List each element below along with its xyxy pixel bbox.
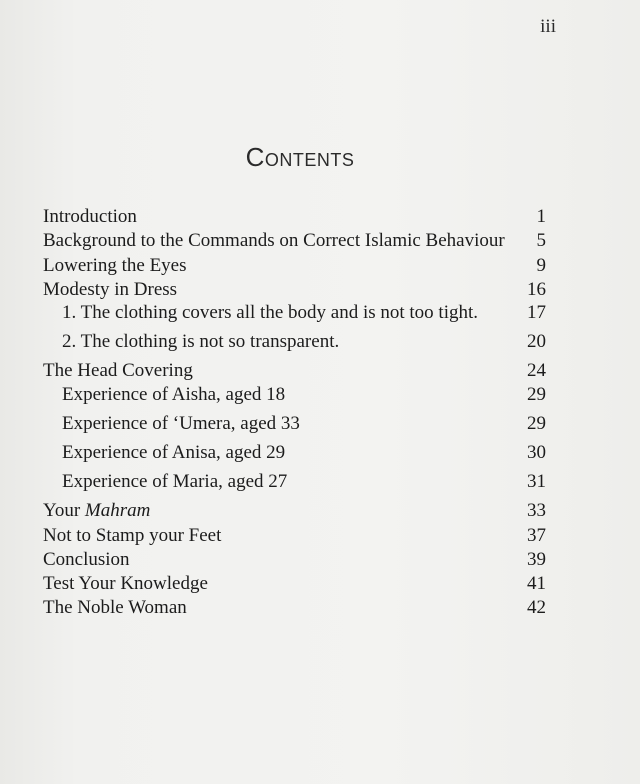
toc-entry-label: The Noble Woman: [43, 597, 187, 618]
toc-entry-introduction[interactable]: [0, 205, 640, 229]
toc-entry-page: 5: [536, 230, 546, 251]
toc-entry-background[interactable]: [0, 229, 640, 253]
page-number: iii: [540, 16, 556, 37]
toc-entry-page: 9: [536, 255, 546, 276]
toc-subentry-not-transparent[interactable]: [0, 330, 640, 354]
toc-entry-page: 39: [527, 549, 546, 570]
toc-entry-page: 42: [527, 597, 546, 618]
toc-entry-page: 33: [527, 500, 546, 521]
toc-entry-modesty-in-dress[interactable]: [0, 278, 640, 302]
toc-entry-label: Modesty in Dress: [43, 279, 178, 300]
toc-entry-label: Conclusion: [43, 549, 130, 570]
contents-title: Contents: [245, 142, 355, 172]
toc-entry-label-italic: Mahram: [84, 500, 151, 521]
toc-entry-label: Experience of Aisha, aged 18: [62, 384, 286, 405]
toc-entry-label: Experience of Maria, aged 27: [62, 471, 288, 492]
toc-entry-page: 30: [527, 442, 546, 463]
toc-entry-label: The Head Covering: [43, 360, 193, 381]
toc-entry-label: Introduction: [43, 206, 137, 227]
toc-entry-page: 1: [536, 206, 546, 227]
toc-subentry-aisha[interactable]: [0, 383, 640, 407]
toc-entry-your-mahram[interactable]: [0, 499, 640, 523]
toc-entry-lowering-eyes[interactable]: [0, 254, 640, 278]
toc-entry-page: 29: [527, 413, 546, 434]
toc-entry-page: 37: [527, 525, 546, 546]
toc-entry-test-knowledge[interactable]: [0, 572, 640, 596]
toc-entry-page: 16: [527, 279, 546, 300]
toc-entry-label: Background to the Commands on Correct Islamic Behaviour: [43, 230, 505, 251]
toc-entry-noble-woman[interactable]: [0, 596, 640, 620]
toc-entry-page: 31: [527, 471, 546, 492]
toc-entry-label-prefix: Your: [43, 500, 85, 521]
toc-entry-page: 17: [527, 302, 546, 323]
toc-subentry-clothing-covers[interactable]: [0, 301, 640, 325]
toc-entry-label: Not to Stamp your Feet: [43, 525, 222, 546]
toc-subentry-maria[interactable]: [0, 470, 640, 494]
toc-subentry-anisa[interactable]: [0, 441, 640, 465]
toc-entry-label: [43, 499, 150, 523]
toc-entry-label: 1. The clothing covers all the body and is not too tight.: [62, 302, 479, 323]
toc-entry-page: 20: [527, 331, 546, 352]
toc-entry-label: Experience of Anisa, aged 29: [62, 442, 286, 463]
toc-entry-label: Lowering the Eyes: [43, 255, 187, 276]
toc-entry-label: 2. The clothing is not so transparent.: [62, 331, 340, 352]
toc-entry-stamp-feet[interactable]: [0, 524, 640, 548]
toc-entry-page: 29: [527, 384, 546, 405]
toc-entry-page: 24: [527, 360, 546, 381]
toc-entry-label: Experience of ‘Umera, aged 33: [62, 413, 300, 434]
toc-entry-label: Test Your Knowledge: [43, 573, 208, 594]
toc-entry-head-covering[interactable]: [0, 359, 640, 383]
toc-entry-page: 41: [527, 573, 546, 594]
toc-subentry-umera[interactable]: [0, 412, 640, 436]
toc-entry-conclusion[interactable]: [0, 548, 640, 572]
